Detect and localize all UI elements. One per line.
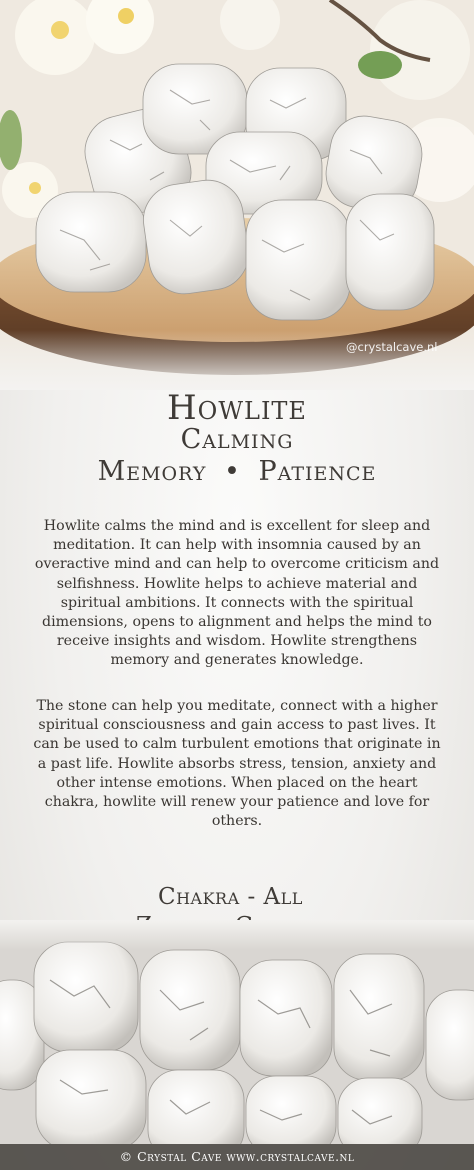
stone-property-calming: Calming bbox=[180, 424, 294, 455]
howlite-stones-photo bbox=[0, 0, 474, 390]
stone-properties-line bbox=[0, 456, 474, 487]
separator-dot: • bbox=[223, 456, 241, 487]
property-memory: Memory bbox=[97, 456, 207, 487]
howlite-stones-row-photo bbox=[0, 920, 474, 1144]
description-paragraph-2: The stone can help you meditate, connect with a higher spiritual consciousness and gain access to past lives. It can be used to calm turbulent emotions that originate in a past life. Howlite absorbs stress, tension, anxiety and other intense emotions. When placed on the heart chakra, howlite will renew your patience and love for others. bbox=[33, 698, 441, 830]
footer-bar: © Crystal Cave www.crystalcave.nl bbox=[0, 1144, 474, 1170]
chakra-info: Chakra - All bbox=[158, 884, 303, 910]
property-patience: Patience bbox=[258, 456, 377, 487]
description-paragraph-1: Howlite calms the mind and is excellent for sleep and meditation. It can help with insomnia caused by an overactive mind and can help to overcome criticism and selfishness. Howlite helps to achieve material and spiritual ambitions. It connects with the spiritual dimensions, opens to alignment and helps the mind to receive insights and wisdom. Howlite strengthens memory and generates knowledge. bbox=[34, 518, 440, 669]
watermark-text: @crystalcave.nl bbox=[346, 340, 438, 354]
stone-name: Howlite bbox=[167, 388, 307, 428]
